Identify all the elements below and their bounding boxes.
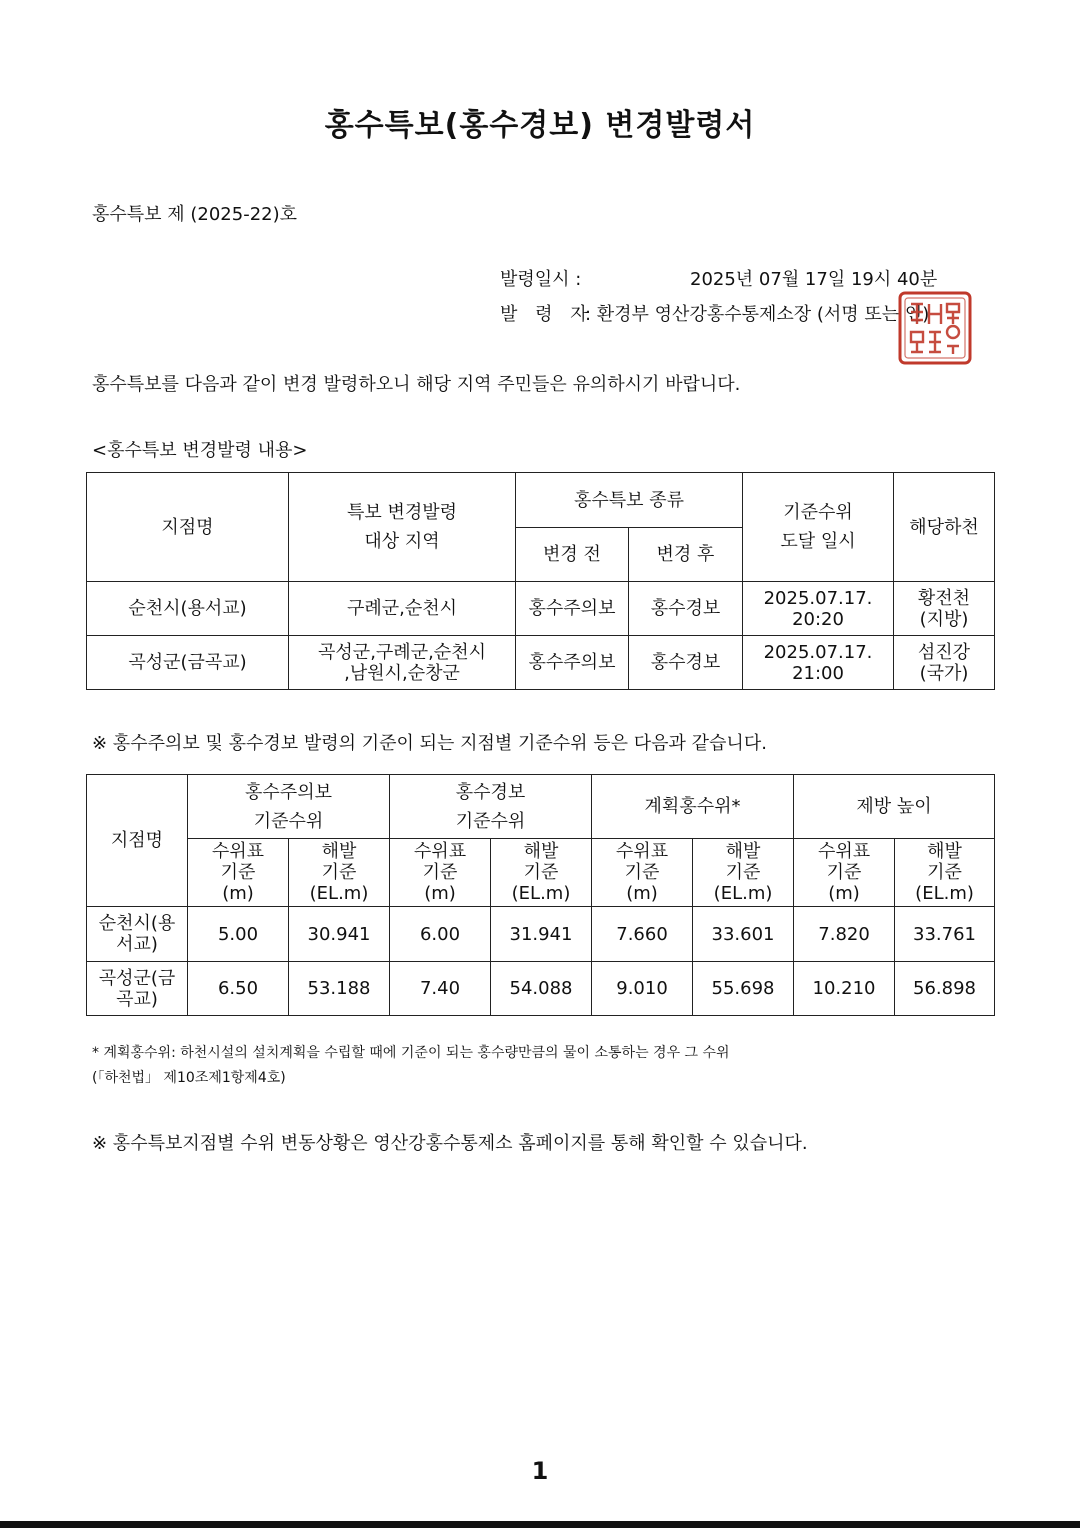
value-cell: 6.50 — [188, 962, 289, 1016]
page-number: 1 — [531, 1457, 549, 1485]
header-watch-line2: 기준수위 — [253, 810, 324, 832]
header-area — [289, 473, 516, 582]
intro-text: 홍수특보를 다음과 같이 변경 발령하오니 해당 지역 주민들은 유의하시기 바랍니다. — [92, 374, 741, 395]
area-line1: 곡성군,구례군,순천시 — [318, 641, 486, 663]
bottom-rule — [0, 1521, 1080, 1528]
river-cell — [894, 582, 995, 636]
before-cell: 홍수주의보 — [516, 636, 629, 690]
site-cell: 순천시(용서교) — [87, 582, 289, 636]
river-line1: 섬진강 — [917, 641, 971, 663]
gauge-line3: (m) — [424, 883, 456, 904]
subheader-gauge — [188, 839, 289, 907]
sea-line2: 기준 — [927, 862, 962, 883]
site-cell — [87, 962, 188, 1016]
subheader-gauge — [794, 839, 895, 907]
header-watch — [188, 775, 390, 839]
sea-line3: (EL.m) — [915, 883, 974, 904]
sea-line1: 해발 — [321, 841, 357, 862]
sea-line1: 해발 — [927, 841, 962, 862]
time-line1: 2025.07.17. — [763, 641, 873, 663]
official-seal-stamp — [897, 290, 973, 366]
header-warning-line2: 기준수위 — [455, 810, 526, 832]
table-row — [87, 907, 995, 962]
site-line2: 서교) — [116, 934, 158, 955]
subheader-gauge — [390, 839, 491, 907]
river-cell — [894, 636, 995, 690]
area-line2: ,남원시,순창군 — [344, 662, 460, 684]
sea-line2: 기준 — [321, 862, 357, 883]
table-row — [87, 636, 995, 690]
value-cell: 33.601 — [693, 907, 794, 962]
gauge-line2: 기준 — [220, 862, 256, 883]
gauge-line3: (m) — [626, 883, 658, 904]
value-cell: 7.660 — [592, 907, 693, 962]
header-area-line1: 특보 변경발령 — [346, 502, 458, 523]
header-warning-line1: 홍수경보 — [455, 781, 526, 803]
sea-line1: 해발 — [523, 841, 559, 862]
gauge-line2: 기준 — [422, 862, 458, 883]
header-after: 변경 후 — [629, 528, 743, 582]
criteria-table — [86, 774, 995, 1016]
subheader-sea — [491, 839, 592, 907]
site-line1: 순천시(용 — [98, 913, 176, 934]
area-cell — [289, 636, 516, 690]
value-cell: 53.188 — [289, 962, 390, 1016]
table-row — [87, 582, 995, 636]
gauge-line2: 기준 — [624, 862, 660, 883]
header-area-line2: 대상 지역 — [364, 531, 440, 552]
sea-line2: 기준 — [523, 862, 559, 883]
site-cell: 곡성군(금곡교) — [87, 636, 289, 690]
site-line2: 곡교) — [116, 988, 158, 1010]
subheader-sea — [693, 839, 794, 907]
value-cell: 5.00 — [188, 907, 289, 962]
sea-line3: (EL.m) — [511, 883, 571, 904]
time-cell — [743, 582, 894, 636]
gauge-line1: 수위표 — [817, 841, 871, 862]
value-cell: 6.00 — [390, 907, 491, 962]
value-cell: 31.941 — [491, 907, 592, 962]
gauge-line1: 수위표 — [413, 841, 467, 862]
subheader-gauge — [592, 839, 693, 907]
bulletin-number: 홍수특보 제 (2025-22)호 — [92, 204, 298, 225]
header-type: 홍수특보 종류 — [516, 473, 743, 528]
time-cell — [743, 636, 894, 690]
section-title: <홍수특보 변경발령 내용> — [92, 440, 308, 461]
value-cell: 55.698 — [693, 962, 794, 1016]
sea-line3: (EL.m) — [713, 883, 773, 904]
issuer-value: : 환경부 영산강홍수통제소장 (서명 또는 인) — [585, 304, 930, 325]
time-line1: 2025.07.17. — [763, 587, 873, 609]
after-cell: 홍수경보 — [629, 582, 743, 636]
header-time-line1: 기준수위 — [783, 502, 853, 523]
value-cell: 54.088 — [491, 962, 592, 1016]
value-cell: 10.210 — [794, 962, 895, 1016]
area-cell: 구례군,순천시 — [289, 582, 516, 636]
gauge-line2: 기준 — [826, 862, 862, 883]
header-before: 변경 전 — [516, 528, 629, 582]
value-cell: 56.898 — [895, 962, 995, 1016]
header-warning — [390, 775, 592, 839]
gauge-line3: (m) — [828, 883, 860, 904]
issue-label: 발령일시 : — [500, 269, 582, 290]
value-cell: 7.40 — [390, 962, 491, 1016]
header-time — [743, 473, 894, 582]
header-watch-line1: 홍수주의보 — [245, 781, 332, 803]
value-cell: 30.941 — [289, 907, 390, 962]
value-cell: 9.010 — [592, 962, 693, 1016]
time-line2: 21:00 — [792, 662, 844, 684]
gauge-line3: (m) — [222, 883, 254, 904]
footnote-line2: (「하천법」 제10조제1항제4호) — [92, 1070, 286, 1086]
header-site: 지점명 — [87, 473, 289, 582]
sea-line1: 해발 — [725, 841, 761, 862]
value-cell: 7.820 — [794, 907, 895, 962]
note-homepage: ※ 홍수특보지점별 수위 변동상황은 영산강홍수통제소 홈페이지를 통해 확인할 수 있습니다. — [92, 1133, 808, 1154]
sea-line2: 기준 — [725, 862, 761, 883]
value-cell: 33.761 — [895, 907, 995, 962]
issue-datetime: 2025년 07월 17일 19시 40분 — [690, 269, 938, 290]
river-line2: (국가) — [919, 662, 969, 684]
table-row — [87, 962, 995, 1016]
header-plan: 계획홍수위* — [592, 775, 794, 839]
river-line2: (지방) — [919, 608, 969, 630]
before-cell: 홍수주의보 — [516, 582, 629, 636]
gauge-line1: 수위표 — [211, 841, 265, 862]
header-site: 지점명 — [87, 775, 188, 907]
site-cell — [87, 907, 188, 962]
gauge-line1: 수위표 — [615, 841, 669, 862]
change-table — [86, 472, 995, 690]
header-time-line2: 도달 일시 — [780, 531, 856, 552]
footnote-line1: * 계획홍수위: 하천시설의 설치계획을 수립할 때에 기준이 되는 홍수량만큼의 물이 소통하는 경우 그 수위 — [92, 1045, 730, 1061]
time-line2: 20:20 — [792, 608, 844, 630]
site-line1: 곡성군(금 — [98, 967, 176, 989]
header-levee: 제방 높이 — [794, 775, 995, 839]
issuer-label: 발 령 자 — [500, 304, 594, 325]
header-river: 해당하천 — [894, 473, 995, 582]
subheader-sea — [895, 839, 995, 907]
after-cell: 홍수경보 — [629, 636, 743, 690]
river-line1: 황전천 — [917, 587, 971, 609]
note-criteria: ※ 홍수주의보 및 홍수경보 발령의 기준이 되는 지점별 기준수위 등은 다음과 같습니다. — [92, 733, 767, 754]
sea-line3: (EL.m) — [309, 883, 369, 904]
document-title: 홍수특보(홍수경보) 변경발령서 — [324, 108, 756, 143]
subheader-sea — [289, 839, 390, 907]
